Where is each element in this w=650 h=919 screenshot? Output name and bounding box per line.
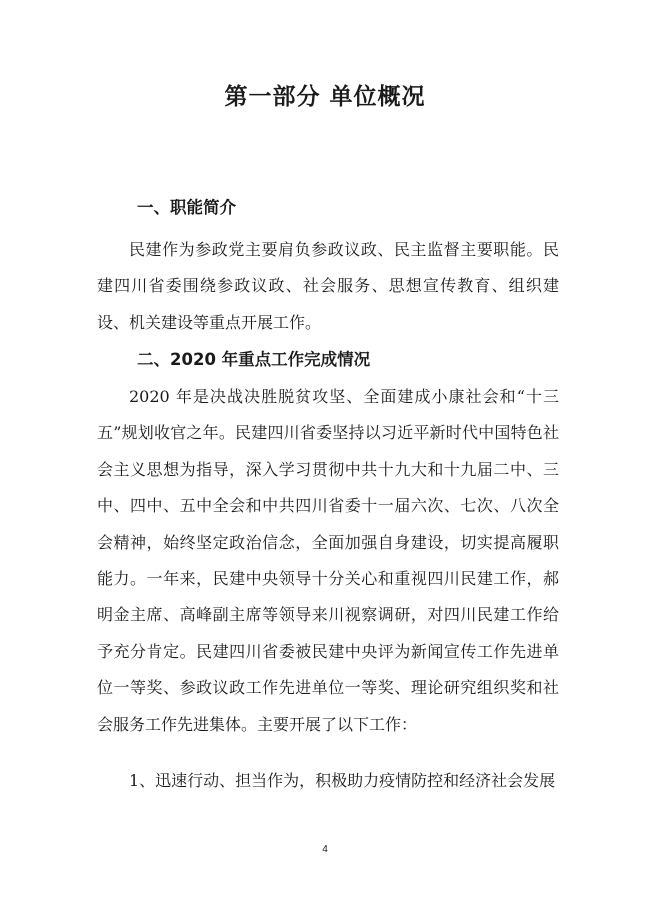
section-heading-2020-work: 二、2020 年重点工作完成情况 <box>137 350 371 369</box>
paragraph-2020-summary: 2020 年是决战决胜脱贫攻坚、全面建成小康社会和“十三五”规划收官之年。民建四川省委坚持以习近平新时代中国特色社会主义思想为指导，深入学习贯彻中共十九大和十九届二中、三中、四中、五中全会和中共四川省委十一届六次、七次、八次全会精神，始终坚定政治信念，全面加强自身建设，切实提高履职能力。一年来，民建中央领导十分关心和重视四川民建工作，郝明金主席、高峰副主席等领导来川视察调研，对四川民建工作给予充分肯定。民建四川省委被民建中央评为新闻宣传工作先进单位一等奖、参政议政工作先进单位一等奖、理论研究组织奖和社会服务工作先进集体。主要开展了以下工作： <box>97 387 559 734</box>
page-number: 4 <box>322 844 328 855</box>
paragraph-functions: 民建作为参政党主要肩负参政议政、民主监督主要职能。民建四川省委围绕参政议政、社会服务、思想宣传教育、组织建设、机关建设等重点开展工作。 <box>97 240 559 332</box>
paragraph-item-1: 1、迅速行动、担当作为，积极助力疫情防控和经济社会发展 <box>129 771 556 790</box>
page-title: 第一部分 单位概况 <box>224 84 426 110</box>
section-heading-functions: 一、职能简介 <box>137 198 236 217</box>
